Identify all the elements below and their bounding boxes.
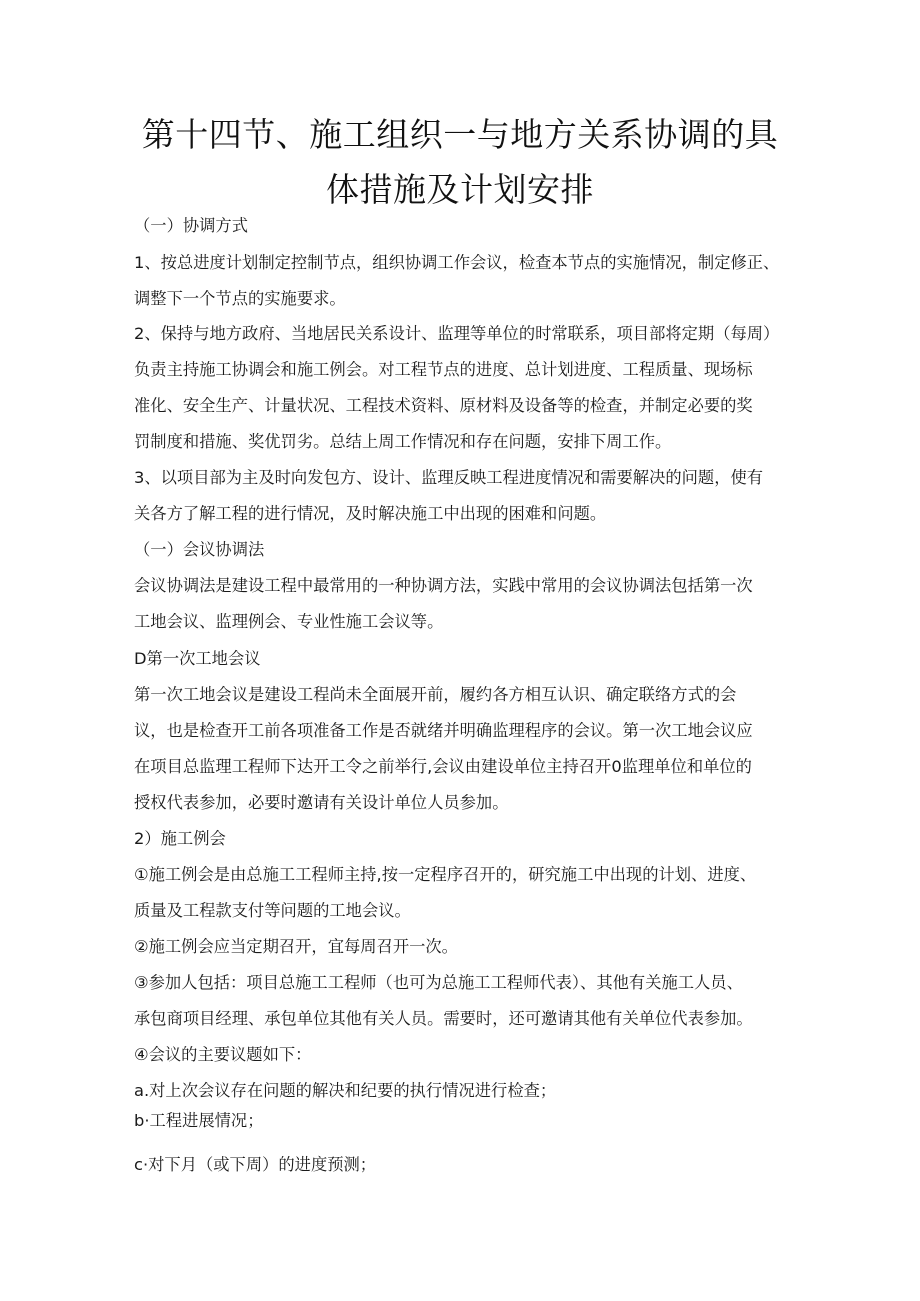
- paragraph-line: 议，也是检查开工前各项准备工作是否就绪并明确监理程序的会议。第一次工地会议应: [134, 721, 753, 740]
- list-item: c·对下月（或下周）的进度预测；: [134, 1155, 377, 1174]
- list-item: a.对上次会议存在问题的解决和纪要的执行情况进行检查；: [134, 1081, 557, 1100]
- paragraph-line: 2、保持与地方政府、当地居民关系设计、监理等单位的时常联系，项目部将定期（每周）: [134, 324, 780, 343]
- section-heading: （一）协调方式: [134, 216, 248, 235]
- paragraph-line: 第一次工地会议是建设工程尚未全面展开前，履约各方相互认识、确定联络方式的会: [134, 685, 737, 704]
- paragraph-line: 关各方了解工程的进行情况，及时解决施工中出现的困难和问题。: [134, 504, 607, 523]
- paragraph-line: 承包商项目经理、承包单位其他有关人员。需要时，还可邀请其他有关单位代表参加。: [134, 1009, 753, 1028]
- paragraph-line: ③参加人包括：项目总施工工程师（也可为总施工工程师代表）、其他有关施工人员、: [134, 973, 743, 992]
- document-title-line-2: 体措施及计划安排: [326, 170, 594, 209]
- paragraph-line: 负责主持施工协调会和施工例会。对工程节点的进度、总计划进度、工程质量、现场标: [134, 360, 753, 379]
- paragraph-line: ④会议的主要议题如下：: [134, 1045, 312, 1064]
- paragraph-line: 会议协调法是建设工程中最常用的一种协调方法，实践中常用的会议协调法包括第一次: [134, 576, 753, 595]
- paragraph-line: 在项目总监理工程师下达开工令之前举行,会议由建设单位主持召开0监理单位和单位的: [134, 757, 752, 776]
- subsection-heading: D第一次工地会议: [134, 649, 261, 668]
- paragraph-line: ②施工例会应当定期召开，宜每周召开一次。: [134, 937, 458, 956]
- paragraph-line: ①施工例会是由总施工工程师主持,按一定程序召开的，研究施工中出现的计划、进度、: [134, 865, 757, 884]
- list-item: b·工程进展情况；: [134, 1111, 264, 1130]
- subsection-heading: 2）施工例会: [134, 829, 226, 848]
- paragraph-line: 工地会议、监理例会、专业性施工会议等。: [134, 612, 444, 631]
- document-title-line-1: 第十四节、施工组织一与地方关系协调的具: [141, 115, 779, 154]
- paragraph-line: 罚制度和措施、奖优罚劣。总结上周工作情况和存在问题，安排下周工作。: [134, 432, 672, 451]
- paragraph-line: 准化、安全生产、计量状况、工程技术资料、原材料及设备等的检查，并制定必要的奖: [134, 396, 753, 415]
- paragraph-line: 3、以项目部为主及时向发包方、设计、监理反映工程进度情况和需要解决的问题，使有: [134, 468, 764, 487]
- paragraph-line: 授权代表参加，必要时邀请有关设计单位人员参加。: [134, 793, 509, 812]
- paragraph-line: 调整下一个节点的实施要求。: [134, 289, 346, 308]
- paragraph-line: 1、按总进度计划制定控制节点，组织协调工作会议，检查本节点的实施情况，制定修正、: [134, 253, 780, 272]
- section-heading: （一）会议协调法: [134, 540, 265, 559]
- paragraph-line: 质量及工程款支付等问题的工地会议。: [134, 901, 411, 920]
